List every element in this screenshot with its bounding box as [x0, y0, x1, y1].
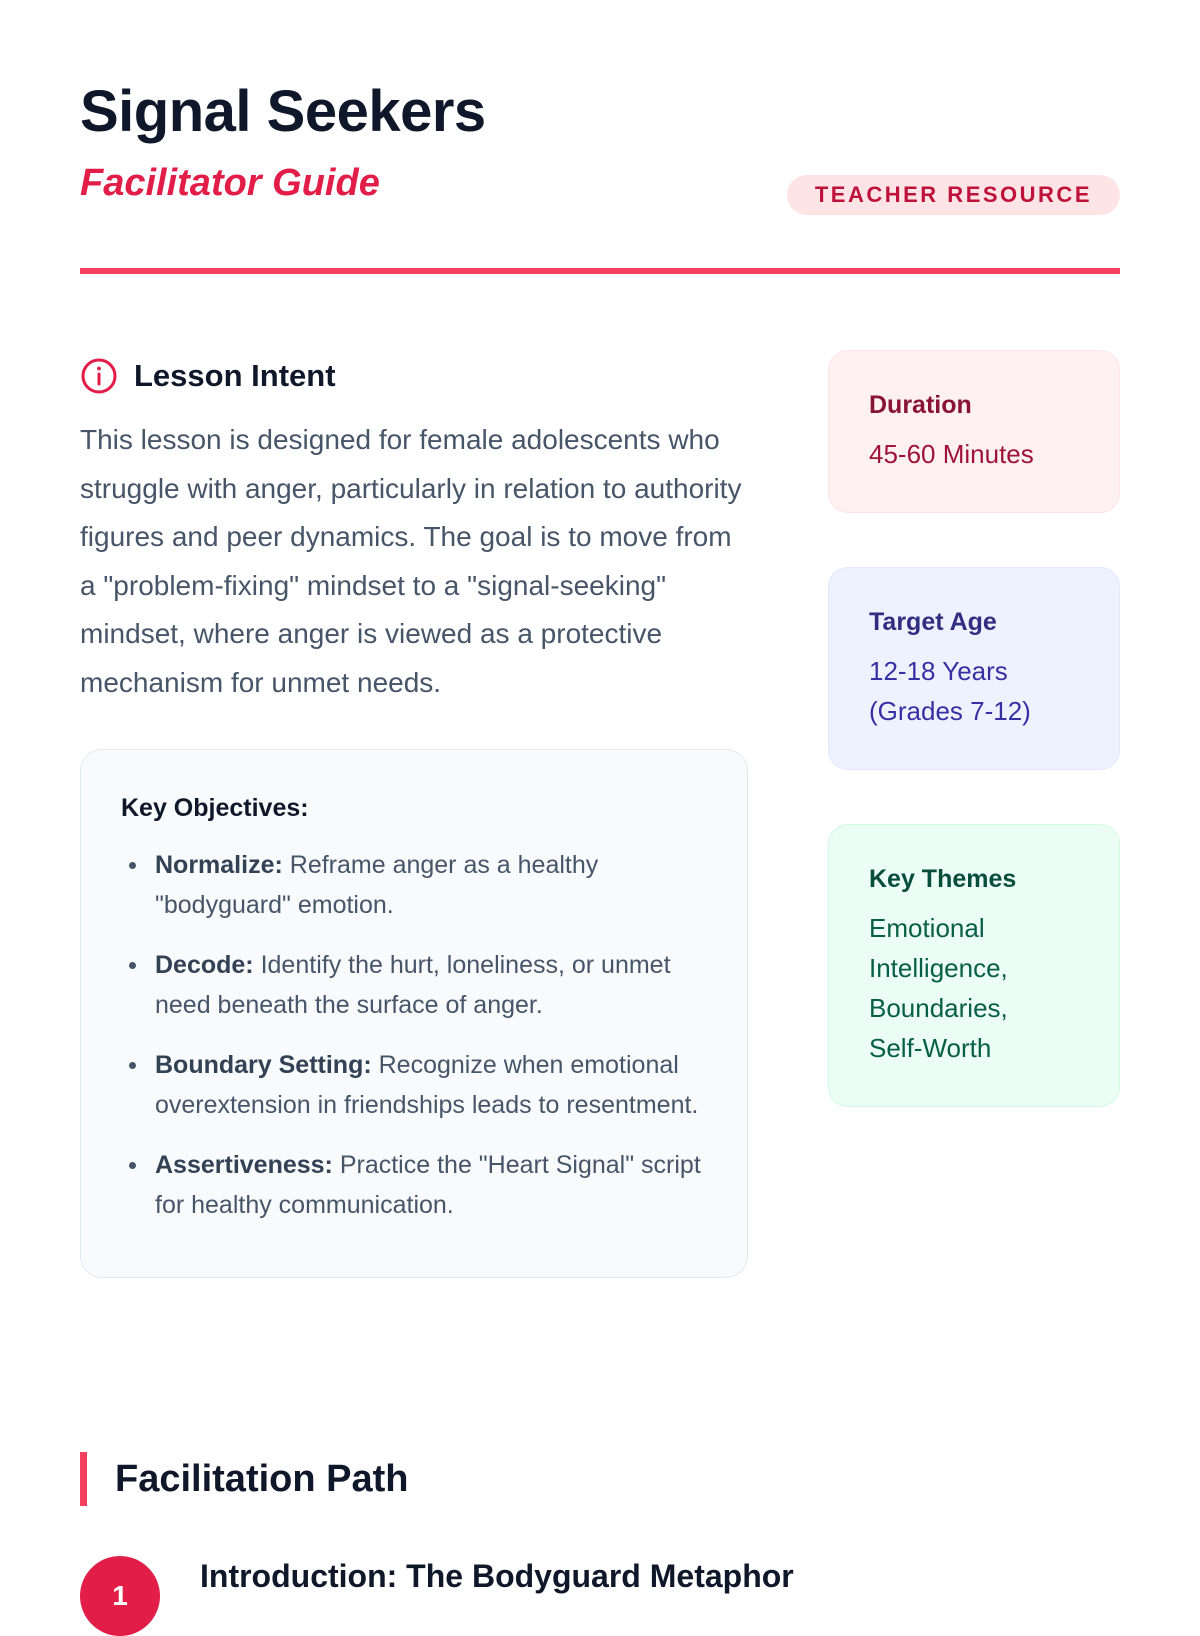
page-subtitle: Facilitator Guide	[80, 162, 380, 204]
lesson-intent-title: Lesson Intent	[134, 358, 336, 393]
objective-term: Normalize:	[155, 851, 283, 879]
objective-normalize	[121, 845, 707, 925]
objective-term: Boundary Setting:	[155, 1051, 372, 1079]
duration-card	[828, 350, 1120, 513]
duration-label: Duration	[869, 391, 972, 419]
lesson-info-sidebar	[828, 350, 1120, 1161]
objective-text: Identify the hurt, loneliness, or unmet need beneath the surface of anger.	[155, 951, 671, 1019]
lesson-intent-text: This lesson is designed for female adolescents who struggle with anger, particularly in relation to authority figures and peer dynamics. The goal is to move from a "problem-fixing" mindset to a "signal-seeking" mindset, where anger is viewed as a protective mechanism for unmet needs.	[80, 424, 742, 698]
target-age-label: Target Age	[869, 608, 997, 636]
key-themes-card	[828, 824, 1120, 1107]
target-age-card	[828, 567, 1120, 770]
duration-value: 45-60 Minutes	[869, 439, 1034, 469]
content-area	[80, 274, 1120, 1324]
objective-assertiveness	[121, 1145, 707, 1225]
facilitator-guide-page	[80, 0, 1120, 1611]
objective-boundary-setting	[121, 1045, 707, 1125]
facilitation-path-section	[80, 1452, 1120, 1611]
key-objectives-heading: Key Objectives:	[121, 794, 309, 822]
objective-text: Reframe anger as a healthy "bodyguard" emotion.	[155, 851, 599, 919]
step-title: Introduction: The Bodyguard Metaphor	[200, 1558, 794, 1594]
key-themes-label: Key Themes	[869, 865, 1017, 893]
teacher-resource-badge: TEACHER RESOURCE	[787, 175, 1120, 215]
target-age-grades: (Grades 7-12)	[869, 696, 1031, 726]
theme-line: Boundaries,	[869, 993, 1008, 1023]
section-accent-bar	[80, 1452, 87, 1506]
facilitation-path-heading	[80, 1452, 1120, 1506]
key-themes-value	[869, 908, 1081, 1068]
objective-term: Decode:	[155, 951, 254, 979]
page-header	[80, 0, 1120, 274]
target-age-value	[869, 651, 1081, 731]
objective-text: Practice the "Heart Signal" script for healthy communication.	[155, 1151, 701, 1219]
key-objectives-list	[121, 845, 707, 1225]
key-objectives-box	[80, 749, 748, 1278]
info-icon	[80, 357, 118, 395]
lesson-intent-section	[80, 354, 748, 1278]
lesson-intent-heading	[80, 354, 748, 398]
theme-line: Intelligence,	[869, 953, 1008, 983]
theme-line: Emotional	[869, 913, 985, 943]
page-title: Signal Seekers	[80, 79, 486, 144]
facilitation-path-title: Facilitation Path	[115, 1457, 409, 1500]
theme-line: Self-Worth	[869, 1033, 992, 1063]
objective-term: Assertiveness:	[155, 1151, 333, 1179]
target-age-years: 12-18 Years	[869, 656, 1008, 686]
objective-decode	[121, 945, 707, 1025]
objective-text: Recognize when emotional overextension in friendships leads to resentment.	[155, 1051, 699, 1119]
step-number-badge: 1	[80, 1556, 160, 1636]
